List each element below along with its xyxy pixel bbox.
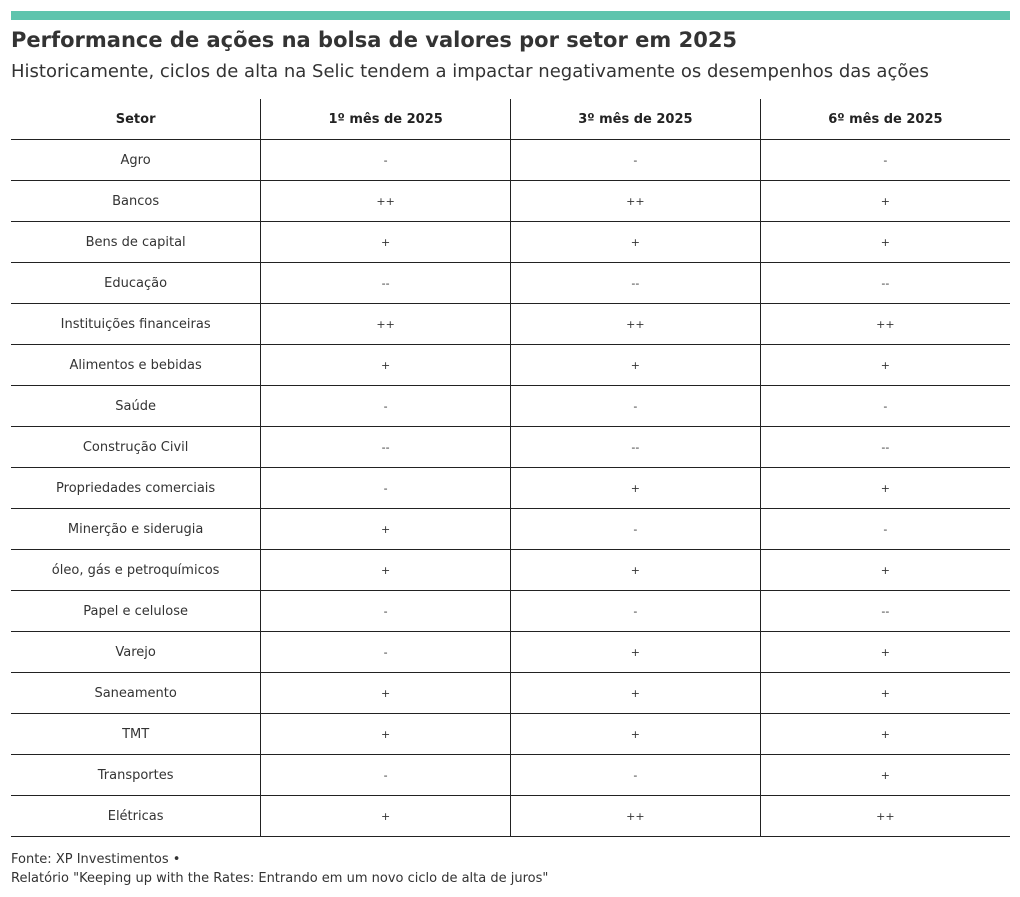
month-3-cell: -- — [511, 427, 761, 468]
month-3-cell: ++ — [511, 796, 761, 837]
month-3-cell: + — [511, 345, 761, 386]
sector-cell: Alimentos e bebidas — [11, 345, 261, 386]
sector-cell: óleo, gás e petroquímicos — [11, 550, 261, 591]
month-1-cell: + — [261, 222, 511, 263]
column-header-setor: Setor — [11, 99, 261, 140]
sector-cell: Agro — [11, 140, 261, 181]
month-1-cell: - — [261, 140, 511, 181]
month-1-cell: + — [261, 796, 511, 837]
sector-cell: Minerção e siderugia — [11, 509, 261, 550]
table-row — [11, 673, 1010, 714]
footer — [11, 850, 548, 888]
table-row — [11, 304, 1010, 345]
month-6-cell: + — [760, 181, 1010, 222]
month-6-cell: -- — [760, 591, 1010, 632]
month-1-cell: - — [261, 591, 511, 632]
table-row — [11, 755, 1010, 796]
month-3-cell: + — [511, 632, 761, 673]
table-row — [11, 427, 1010, 468]
table-row — [11, 222, 1010, 263]
chart-title: Performance de ações na bolsa de valores por setor em 2025 — [11, 28, 738, 52]
month-3-cell: ++ — [511, 181, 761, 222]
sector-cell: Bancos — [11, 181, 261, 222]
table-row — [11, 632, 1010, 673]
month-1-cell: + — [261, 550, 511, 591]
month-6-cell: + — [760, 714, 1010, 755]
sector-cell: Educação — [11, 263, 261, 304]
month-3-cell: + — [511, 673, 761, 714]
month-3-cell: + — [511, 468, 761, 509]
month-3-cell: - — [511, 140, 761, 181]
month-3-cell: - — [511, 386, 761, 427]
sector-cell: Propriedades comerciais — [11, 468, 261, 509]
table-row — [11, 181, 1010, 222]
month-6-cell: + — [760, 632, 1010, 673]
sector-cell: Bens de capital — [11, 222, 261, 263]
month-1-cell: + — [261, 714, 511, 755]
table-row — [11, 591, 1010, 632]
month-3-cell: ++ — [511, 304, 761, 345]
table-row — [11, 468, 1010, 509]
column-header-month-6: 6º mês de 2025 — [760, 99, 1010, 140]
month-6-cell: - — [760, 386, 1010, 427]
month-3-cell: + — [511, 714, 761, 755]
sector-cell: Elétricas — [11, 796, 261, 837]
month-1-cell: -- — [261, 427, 511, 468]
accent-bar — [11, 11, 1010, 20]
sector-cell: Instituições financeiras — [11, 304, 261, 345]
month-6-cell: ++ — [760, 796, 1010, 837]
sector-cell: Transportes — [11, 755, 261, 796]
month-6-cell: + — [760, 222, 1010, 263]
table-row — [11, 140, 1010, 181]
table-row — [11, 509, 1010, 550]
month-1-cell: -- — [261, 263, 511, 304]
month-6-cell: - — [760, 140, 1010, 181]
sector-performance-table — [11, 99, 1010, 837]
month-1-cell: ++ — [261, 181, 511, 222]
column-header-month-3: 3º mês de 2025 — [511, 99, 761, 140]
sector-cell: TMT — [11, 714, 261, 755]
month-1-cell: ++ — [261, 304, 511, 345]
table-row — [11, 386, 1010, 427]
report-note: Relatório "Keeping up with the Rates: Entrando em um novo ciclo de alta de juros" — [11, 871, 549, 886]
month-3-cell: - — [511, 591, 761, 632]
month-6-cell: -- — [760, 427, 1010, 468]
sector-cell: Saneamento — [11, 673, 261, 714]
table-header-row — [11, 99, 1010, 140]
month-1-cell: - — [261, 386, 511, 427]
sector-cell: Construção Civil — [11, 427, 261, 468]
month-6-cell: + — [760, 673, 1010, 714]
month-1-cell: + — [261, 345, 511, 386]
month-6-cell: - — [760, 509, 1010, 550]
sector-cell: Saúde — [11, 386, 261, 427]
month-1-cell: - — [261, 468, 511, 509]
month-3-cell: + — [511, 222, 761, 263]
month-3-cell: + — [511, 550, 761, 591]
month-1-cell: + — [261, 673, 511, 714]
month-1-cell: - — [261, 755, 511, 796]
sector-cell: Varejo — [11, 632, 261, 673]
month-3-cell: -- — [511, 263, 761, 304]
table-row — [11, 714, 1010, 755]
month-6-cell: + — [760, 468, 1010, 509]
chart-subtitle: Historicamente, ciclos de alta na Selic tendem a impactar negativamente os desempenhos das ações — [11, 61, 929, 82]
table-row — [11, 263, 1010, 304]
month-6-cell: ++ — [760, 304, 1010, 345]
month-3-cell: - — [511, 509, 761, 550]
month-3-cell: - — [511, 755, 761, 796]
month-1-cell: - — [261, 632, 511, 673]
month-6-cell: + — [760, 755, 1010, 796]
column-header-month-1: 1º mês de 2025 — [261, 99, 511, 140]
month-6-cell: -- — [760, 263, 1010, 304]
table-body — [11, 140, 1010, 837]
month-6-cell: + — [760, 550, 1010, 591]
table-row — [11, 550, 1010, 591]
sector-cell: Papel e celulose — [11, 591, 261, 632]
month-6-cell: + — [760, 345, 1010, 386]
table-row — [11, 345, 1010, 386]
month-1-cell: + — [261, 509, 511, 550]
source-note: Fonte: XP Investimentos • — [11, 852, 181, 867]
table-row — [11, 796, 1010, 837]
